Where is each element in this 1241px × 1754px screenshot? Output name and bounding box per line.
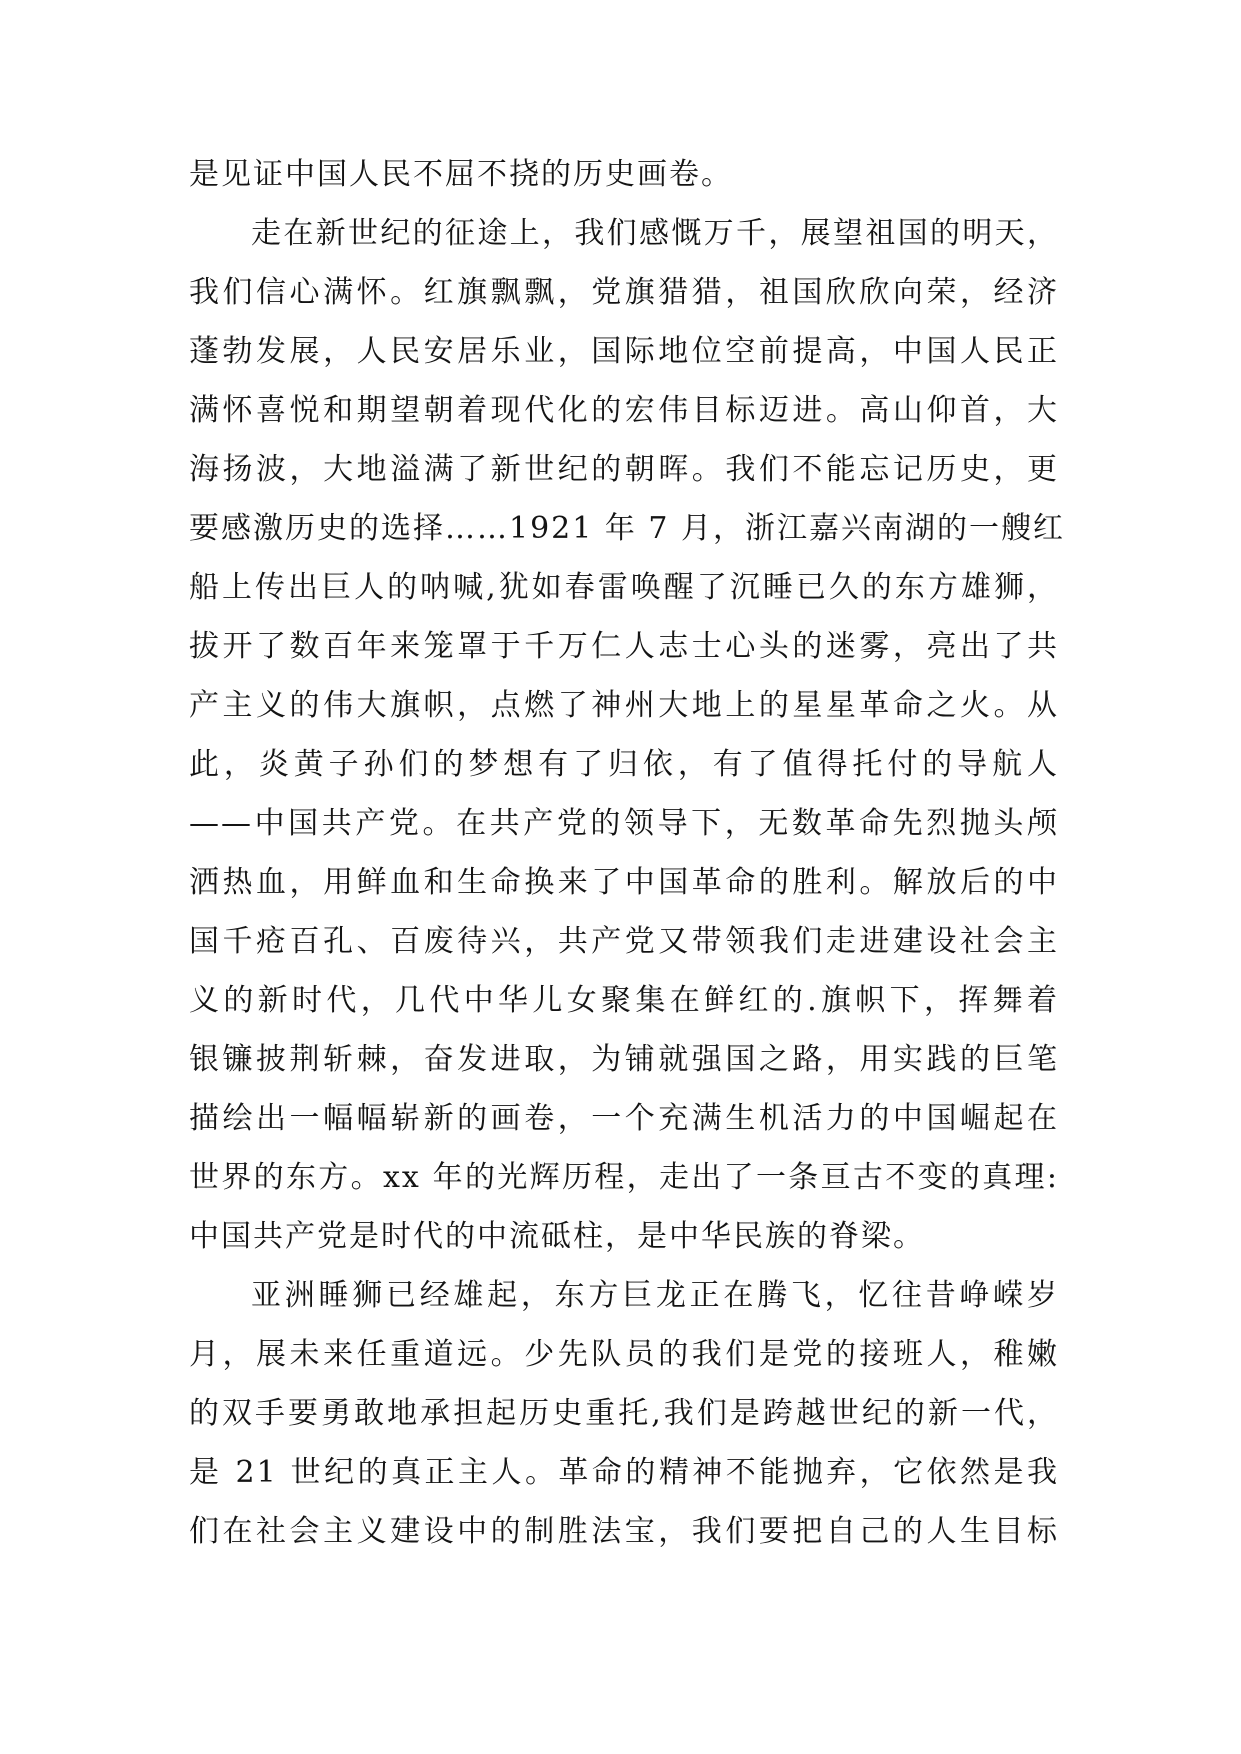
text-line: 此，炎黄子孙们的梦想有了归依，有了值得托付的导航人 <box>189 747 1059 782</box>
text-line: 们在社会主义建设中的制胜法宝，我们要把自己的人生目标 <box>189 1514 1059 1549</box>
text-line: 要感激历史的选择……1921 年 7 月，浙江嘉兴南湖的一艘红 <box>189 511 1066 546</box>
text-line: 中国共产党是时代的中流砥柱，是中华民族的脊梁。 <box>189 1219 925 1254</box>
text-line: 是见证中国人民不屈不挠的历史画卷。 <box>189 157 733 192</box>
text-line: 洒热血，用鲜血和生命换来了中国革命的胜利。解放后的中 <box>189 865 1059 900</box>
text-line: 义的新时代，几代中华儿女聚集在鲜红的.旗帜下，挥舞着 <box>189 983 1059 1018</box>
text-line: 船上传出巨人的呐喊,犹如春雷唤醒了沉睡已久的东方雄狮， <box>189 570 1059 605</box>
text-line: 满怀喜悦和期望朝着现代化的宏伟目标迈进。高山仰首，大 <box>189 393 1059 428</box>
text-line: 银镰披荆斩棘，奋发进取，为铺就强国之路，用实践的巨笔 <box>189 1042 1059 1077</box>
text-line: 亚洲睡狮已经雄起，东方巨龙正在腾飞，忆往昔峥嵘岁 <box>251 1278 1059 1313</box>
body-text <box>189 145 1066 1561</box>
text-line: 产主义的伟大旗帜，点燃了神州大地上的星星革命之火。从 <box>189 688 1059 723</box>
text-line: 走在新世纪的征途上，我们感慨万千，展望祖国的明天， <box>251 216 1059 251</box>
text-line: 的双手要勇敢地承担起历史重托,我们是跨越世纪的新一代， <box>189 1396 1059 1431</box>
text-line: 是 21 世纪的真正主人。革命的精神不能抛弃，它依然是我 <box>189 1455 1059 1490</box>
text-line: 拔开了数百年来笼罩于千万仁人志士心头的迷雾，亮出了共 <box>189 629 1059 664</box>
text-line: ——中国共产党。在共产党的领导下，无数革命先烈抛头颅 <box>189 806 1059 841</box>
text-line: 世界的东方。xx 年的光辉历程，走出了一条亘古不变的真理: <box>189 1160 1059 1195</box>
text-line: 蓬勃发展，人民安居乐业，国际地位空前提高，中国人民正 <box>189 334 1059 369</box>
text-line: 国千疮百孔、百废待兴，共产党又带领我们走进建设社会主 <box>189 924 1059 959</box>
text-line: 海扬波，大地溢满了新世纪的朝晖。我们不能忘记历史，更 <box>189 452 1059 487</box>
text-line: 我们信心满怀。红旗飘飘，党旗猎猎，祖国欣欣向荣，经济 <box>189 275 1059 310</box>
text-line: 月，展未来任重道远。少先队员的我们是党的接班人，稚嫩 <box>189 1337 1059 1372</box>
text-line: 描绘出一幅幅崭新的画卷，一个充满生机活力的中国崛起在 <box>189 1101 1059 1136</box>
